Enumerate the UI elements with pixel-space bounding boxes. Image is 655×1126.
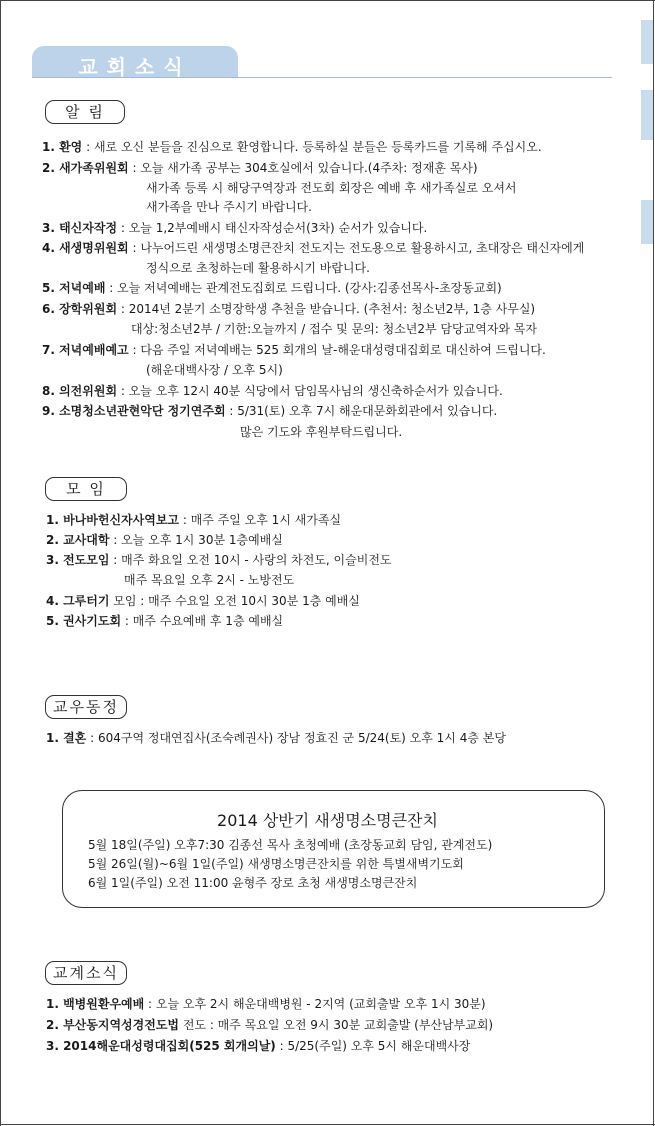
meeting-item: 5. 권사기도회 : 매주 수요예배 후 1층 예배실	[46, 614, 284, 628]
side-tab-2	[641, 90, 653, 140]
notice-item: 대상:청소년2부 / 기한:오늘까지 / 접수 및 문의: 청소년2부 담당교역자와 목자	[131, 322, 537, 336]
notice-item: 새가족 등록 시 해당구역장과 전도회 회장은 예배 후 새가족실로 오셔서	[146, 181, 517, 195]
section-label-notices: 알 림	[45, 100, 125, 124]
notice-item: (해운대백사장 / 오후 5시)	[146, 363, 283, 377]
denomination-item: 2. 부산동지역성경전도법 전도 : 매주 목요일 오전 9시 30분 교회출발 (부산남부교회)	[46, 1018, 494, 1032]
section-label-meetings: 모 임	[45, 477, 127, 501]
notice-item: 많은 기도와 후원부탁드립니다.	[240, 425, 403, 439]
notice-item: 새가족을 만나 주시기 바랍니다.	[146, 200, 312, 214]
meeting-item: 매주 목요일 오후 2시 - 노방전도	[124, 573, 295, 587]
side-tab-1	[641, 20, 653, 64]
section-label-members: 교우동정	[45, 695, 127, 719]
event-line: 6월 1일(주일) 오전 11:00 윤형주 장로 초청 새생명소명큰잔치	[88, 876, 418, 890]
event-line: 5월 18일(주일) 오후7:30 김종선 목사 초청예배 (초장동교회 담임, 관계전도)	[88, 838, 493, 852]
frame-left-border	[0, 0, 1, 1126]
meeting-item: 4. 그루터기 모임 : 매주 수요일 오전 10시 30분 1층 예배실	[46, 594, 360, 608]
event-title: 2014 상반기 새생명소명큰잔치	[217, 811, 438, 830]
notice-item: 7. 저녁예배예고 : 다음 주일 저녁예배는 525 회개의 날-해운대성령대집회로 대신하여 드립니다.	[42, 343, 546, 357]
denomination-item: 3. 2014해운대성령대집회(525 회개의날) : 5/25(주일) 오후 5시 해운대백사장	[46, 1039, 471, 1053]
event-line: 5월 26일(월)~6월 1일(주일) 새생명소명큰잔치를 위한 특별새벽기도회	[88, 857, 464, 871]
notice-item: 1. 환영 : 새로 오신 분들을 진심으로 환영합니다. 등록하실 분들은 등록카드를 기록해 주십시오.	[42, 140, 542, 154]
member-news-item: 1. 결혼 : 604구역 정대연집사(조숙례권사) 장남 정효진 군 5/24(토) 오후 1시 4층 본당	[46, 731, 506, 745]
frame-bottom-border	[0, 1124, 655, 1125]
section-label-denomination: 교계소식	[45, 961, 127, 985]
notice-item: 6. 장학위원회 : 2014년 2분기 소명장학생 추천을 받습니다. (추천서: 청소년2부, 1층 사무실)	[42, 302, 536, 316]
meeting-item: 2. 교사대학 : 오늘 오후 1시 30분 1층예배실	[46, 533, 283, 547]
denomination-item: 1. 백병원환우예배 : 오늘 오후 2시 해운대백병원 - 2지역 (교회출발 오후 1시 30분)	[46, 997, 486, 1011]
notice-item: 5. 저녁예배 : 오늘 저녁예배는 관계전도집회로 드립니다. (강사:김종선목사-초장동교회)	[42, 281, 502, 295]
page-title: 교회소식	[78, 55, 192, 79]
notice-item: 2. 새가족위원회 : 오늘 새가족 공부는 304호실에서 있습니다.(4주차: 정재훈 목사)	[42, 161, 478, 175]
notice-item: 정식으로 초청하는데 활용하시기 바랍니다.	[146, 261, 370, 275]
side-tab-3	[641, 200, 653, 244]
title-divider	[32, 77, 612, 78]
meeting-item: 1. 바나바헌신자사역보고 : 매주 주일 오후 1시 새가족실	[46, 513, 342, 527]
meeting-item: 3. 전도모임 : 매주 화요일 오전 10시 - 사랑의 차전도, 이슬비전도	[46, 553, 392, 567]
notice-item: 9. 소명청소년관현악단 정기연주회 : 5/31(토) 오후 7시 해운대문화회관에서 있습니다.	[42, 404, 498, 418]
notice-item: 8. 의전위원회 : 오늘 오후 12시 40분 식당에서 담임목사님의 생신축하순서가 있습니다.	[42, 384, 503, 398]
frame-top-border	[0, 0, 655, 1]
notice-item: 3. 태신자작정 : 오늘 1,2부예배시 태신자작성순서(3차) 순서가 있습니다.	[42, 221, 428, 235]
frame-right-border	[653, 0, 654, 1126]
notice-item: 4. 새생명위원회 : 나누어드린 새생명소명큰잔치 전도지는 전도용으로 활용하시고, 초대장은 태신자에게	[42, 241, 585, 255]
